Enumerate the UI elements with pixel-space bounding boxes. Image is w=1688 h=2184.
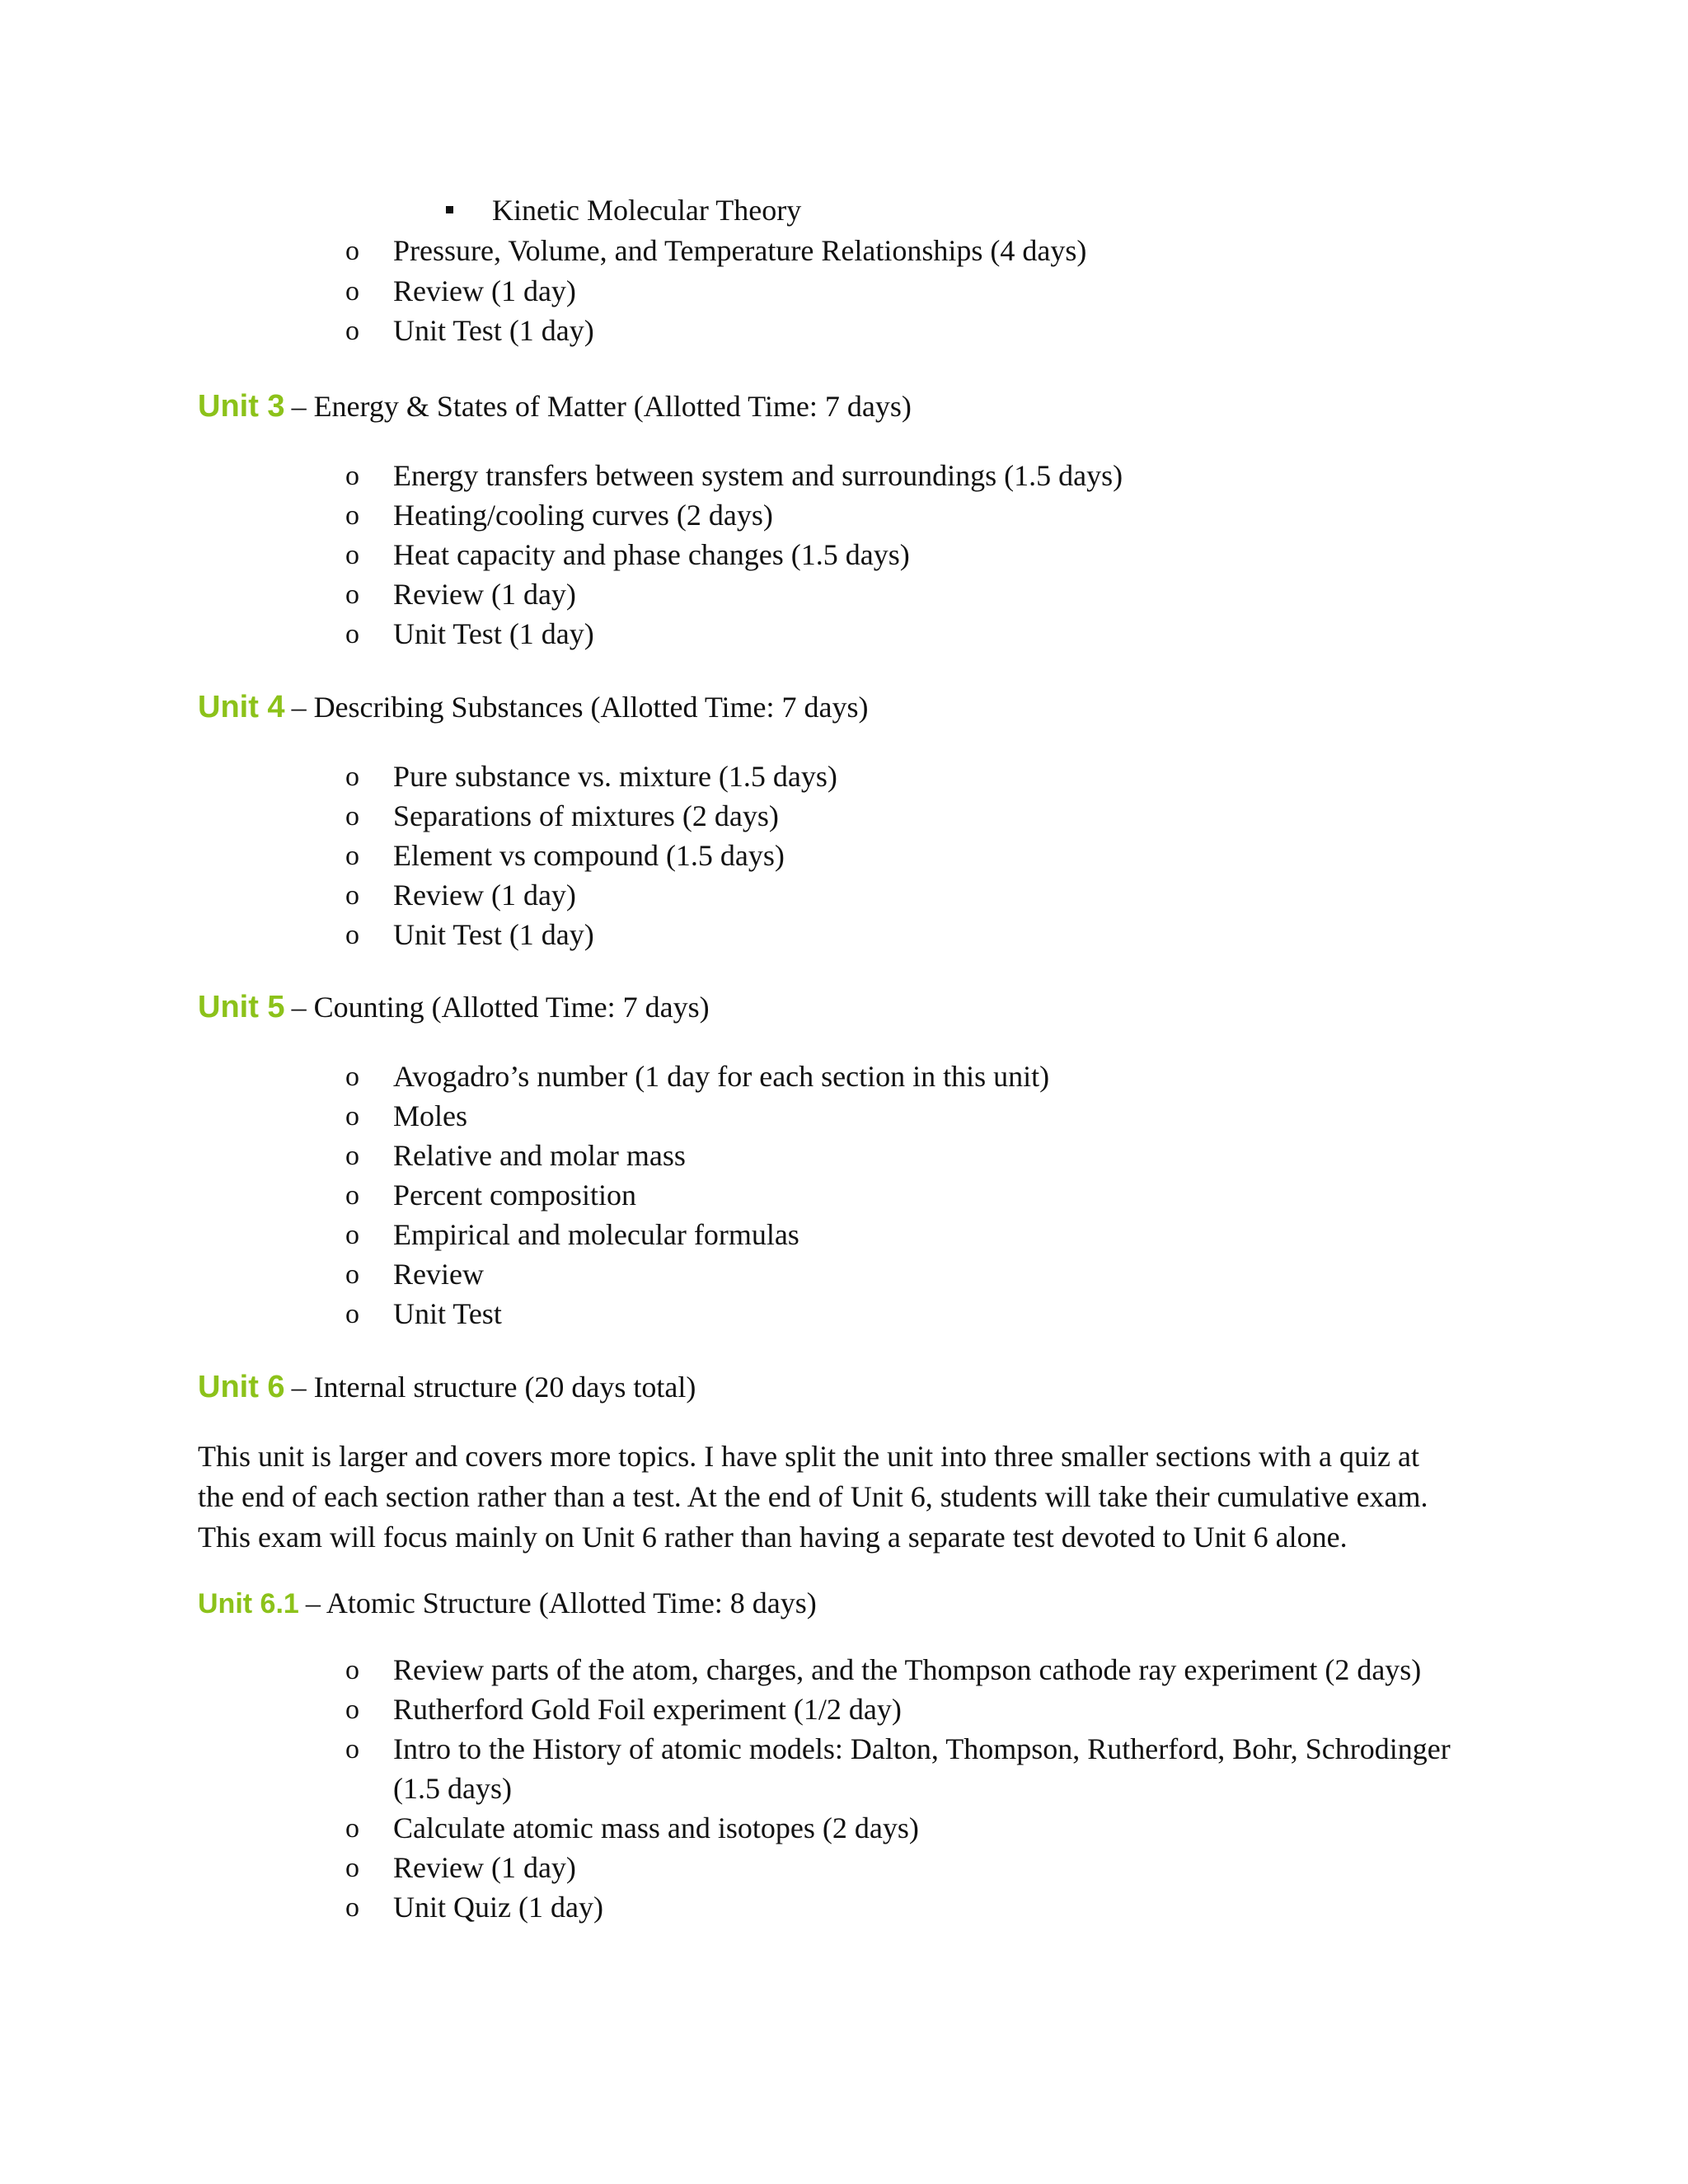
- list-bullet: o: [345, 1734, 359, 1765]
- list-item-continuation: (1.5 days): [393, 1772, 512, 1805]
- list-bullet: o: [345, 1259, 359, 1290]
- list-bullet: o: [345, 1141, 359, 1171]
- list-item: Review (1 day): [393, 879, 576, 912]
- list-item: Heat capacity and phase changes (1.5 days): [393, 538, 910, 571]
- list-item: Review (1 day): [393, 274, 576, 307]
- list-item: Review: [393, 1258, 484, 1291]
- list-item: Unit Test (1 day): [393, 918, 594, 951]
- paragraph-line: This exam will focus mainly on Unit 6 rather than having a separate test devoted to Unit 6 alone.: [198, 1521, 1348, 1554]
- unit-title: – Describing Substances (Allotted Time: 7 days): [291, 691, 869, 724]
- list-item: Percent composition: [393, 1179, 636, 1212]
- list-bullet: o: [345, 801, 359, 832]
- square-bullet-icon: [446, 206, 453, 213]
- list-bullet: o: [345, 1694, 359, 1725]
- list-item: Intro to the History of atomic models: Dalton, Thompson, Rutherford, Bohr, Schrodinger: [393, 1732, 1451, 1765]
- list-item: Pure substance vs. mixture (1.5 days): [393, 760, 837, 793]
- unit-4-heading: [198, 687, 869, 727]
- list-item: Element vs compound (1.5 days): [393, 839, 785, 872]
- list-bullet: o: [345, 762, 359, 792]
- unit-label: Unit 4: [198, 690, 285, 724]
- list-bullet: o: [345, 1299, 359, 1329]
- unit-label: Unit 6.1: [198, 1588, 299, 1619]
- unit-6-heading: [198, 1367, 696, 1407]
- unit-label: Unit 5: [198, 990, 285, 1024]
- list-item: Unit Quiz (1 day): [393, 1891, 603, 1924]
- list-item: Separations of mixtures (2 days): [393, 799, 779, 832]
- unit-label: Unit 6: [198, 1370, 285, 1404]
- list-bullet: o: [345, 619, 359, 649]
- list-item: Review (1 day): [393, 578, 576, 611]
- paragraph-line: the end of each section rather than a test. At the end of Unit 6, students will take their cumulative exam.: [198, 1480, 1428, 1513]
- list-item: Avogadro’s number (1 day for each section in this unit): [393, 1060, 1050, 1093]
- unit-5-heading: [198, 987, 710, 1027]
- unit-title: – Energy & States of Matter (Allotted Time: 7 days): [291, 390, 912, 423]
- unit-title: – Counting (Allotted Time: 7 days): [291, 991, 710, 1024]
- list-item: Heating/cooling curves (2 days): [393, 499, 773, 532]
- list-item: Unit Test (1 day): [393, 314, 594, 347]
- list-bullet: o: [345, 1892, 359, 1923]
- list-bullet: o: [345, 1180, 359, 1211]
- list-bullet: o: [345, 1220, 359, 1250]
- paragraph-line: This unit is larger and covers more topics. I have split the unit into three smaller sections with a quiz at: [198, 1440, 1419, 1473]
- unit-label: Unit 3: [198, 389, 285, 424]
- list-item: Unit Test (1 day): [393, 617, 594, 650]
- list-bullet: o: [345, 461, 359, 491]
- list-bullet: o: [345, 1101, 359, 1132]
- list-item: Relative and molar mass: [393, 1139, 686, 1172]
- list-bullet: o: [345, 540, 359, 570]
- list-item: Review parts of the atom, charges, and the Thompson cathode ray experiment (2 days): [393, 1653, 1422, 1686]
- list-bullet: o: [345, 276, 359, 307]
- list-bullet: o: [345, 841, 359, 871]
- list-item: Moles: [393, 1099, 467, 1132]
- list-item: Empirical and molecular formulas: [393, 1218, 799, 1251]
- list-bullet: o: [345, 316, 359, 346]
- list-item: Rutherford Gold Foil experiment (1/2 day): [393, 1693, 902, 1726]
- list-bullet: o: [345, 236, 359, 266]
- list-item: Review (1 day): [393, 1851, 576, 1884]
- unit-3-heading: [198, 387, 912, 426]
- list-item: Energy transfers between system and surroundings (1.5 days): [393, 459, 1123, 492]
- list-item: Calculate atomic mass and isotopes (2 days): [393, 1811, 919, 1844]
- unit-6-1-heading: [198, 1583, 817, 1624]
- list-bullet: o: [345, 579, 359, 610]
- list-bullet: o: [345, 500, 359, 531]
- unit-title: – Atomic Structure (Allotted Time: 8 days): [305, 1586, 817, 1619]
- unit-title: – Internal structure (20 days total): [291, 1371, 696, 1404]
- list-bullet: o: [345, 1655, 359, 1685]
- sub-list-item: Kinetic Molecular Theory: [492, 194, 802, 227]
- list-bullet: o: [345, 1853, 359, 1883]
- list-bullet: o: [345, 880, 359, 911]
- list-bullet: o: [345, 920, 359, 950]
- list-bullet: o: [345, 1813, 359, 1844]
- list-bullet: o: [345, 1062, 359, 1092]
- list-item: Pressure, Volume, and Temperature Relationships (4 days): [393, 234, 1087, 267]
- list-item: Unit Test: [393, 1297, 502, 1330]
